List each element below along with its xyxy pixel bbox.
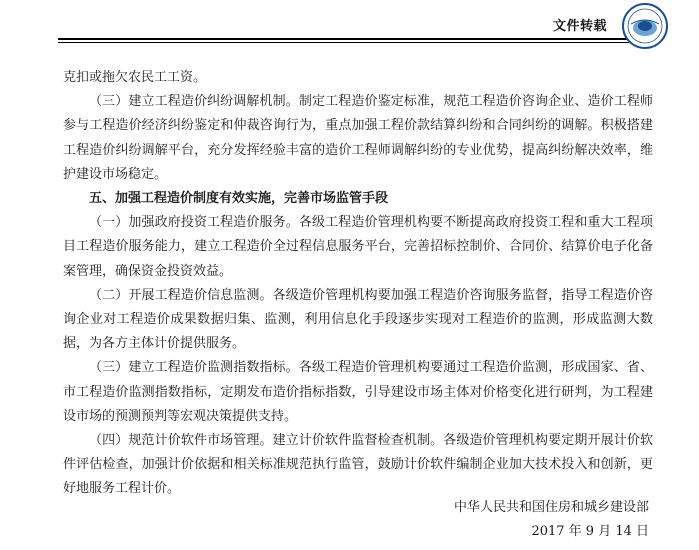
paragraph-software-market: （四）规范计价软件市场管理。建立计价软件监督检查机制。各级造价管理机构要定期开展计价软件评估检查，加强计价依据和相关标准规范执行监管，鼓励计价软件编制企业加大技术投入和创新，更好地服务工程计价。: [63, 433, 653, 497]
section-label: 文件转载: [552, 19, 607, 34]
paragraph-continuation: 克扣或拖欠农民工工资。: [63, 70, 207, 85]
signature-date: 2017 年 9 月 14 日: [531, 524, 649, 539]
paragraph-info-monitoring: （二）开展工程造价信息监测。各级造价管理机构要加强工程造价咨询服务监督，指导工程造价咨询企业对工程造价成果数据归集、监测，利用信息化手段逐步实现对工程造价的监测，形成监测大数据，为各方主体计价提供服务。: [63, 287, 653, 352]
document-body: [63, 66, 653, 502]
page-header: [0, 0, 699, 52]
paragraph-dispute-mediation: （三）建立工程造价纠纷调解机制。制定工程造价鉴定标准，规范工程造价咨询企业、造价工程师参与工程造价经济纠纷鉴定和仲裁咨询行为，重点加强工程价款结算纠纷和合同纠纷的调解。积极搭建工程造价纠纷调解平台，充分发挥经验丰富的造价工程师调解纠纷的专业优势，提高纠纷解决效率，维护建设市场稳定。: [63, 94, 653, 182]
paragraph-government-investment: （一）加强政府投资工程造价服务。各级工程造价管理机构要不断提高政府投资工程和重大工程项目工程造价服务能力，建立工程造价全过程信息服务平台，完善招标控制价、合同价、结算价电子化备案管理，确保资金投资效益。: [63, 215, 653, 279]
paragraph-index-indicators: （三）建立工程造价监测指数指标。各级工程造价管理机构要通过工程造价监测，形成国家、省、市工程造价监测指数指标，定期发布造价指标指数，引导建设市场主体对价格变化进行研判，为工程建设市场的预测预判等宏观决策提供支持。: [63, 360, 653, 424]
signature-org: 中华人民共和国住房和城乡建设部: [453, 500, 649, 515]
header-rule: [58, 38, 629, 40]
header-rule-thin: [58, 42, 629, 43]
emblem-seal-icon: [621, 2, 669, 50]
section-heading: 五、加强工程造价制度有效实施，完善市场监管手段: [89, 191, 389, 207]
